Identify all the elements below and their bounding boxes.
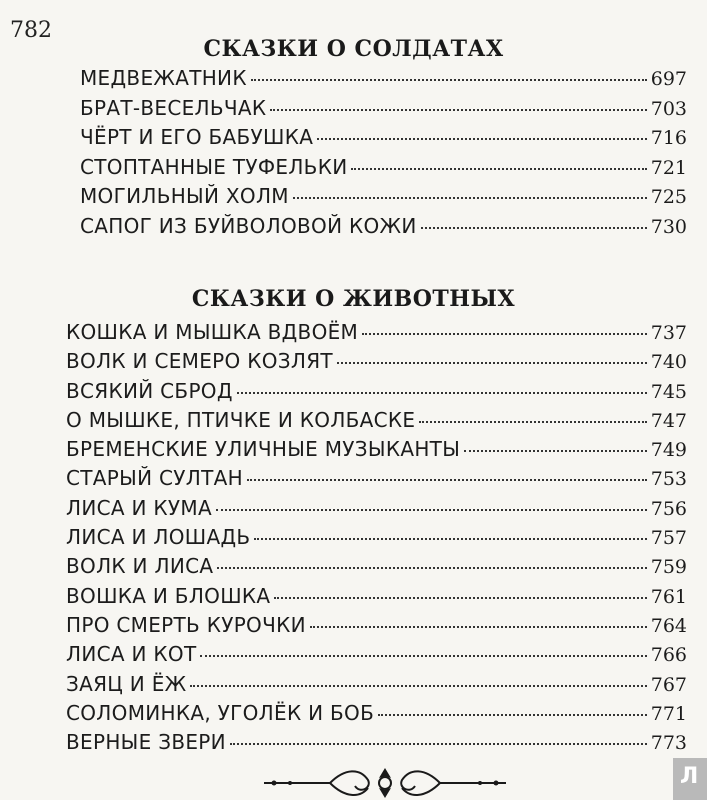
toc-entry-title: ВСЯКИЙ СБРОД	[66, 378, 233, 403]
toc-entry-title: ВОЛК И ЛИСА	[66, 554, 214, 579]
toc-entry	[66, 613, 687, 642]
toc-entry-page: 764	[650, 614, 687, 637]
toc-entry-title: СТОПТАННЫЕ ТУФЕЛЬКИ	[80, 154, 348, 179]
section-heading-soldiers: СКАЗКИ О СОЛДАТАХ	[203, 36, 504, 62]
toc-entry-page: 757	[650, 527, 687, 550]
section-heading-animals: СКАЗКИ О ЖИВОТНЫХ	[191, 286, 516, 312]
toc-entry-page: 767	[650, 673, 687, 696]
dot-leader	[217, 567, 646, 569]
toc-entry-title: ВОШКА И БЛОШКА	[66, 583, 271, 608]
toc-entry-page: 749	[650, 439, 687, 462]
toc-entry	[80, 66, 687, 96]
dot-leader	[216, 509, 647, 511]
toc-entry	[66, 349, 687, 378]
toc-entry-page: 753	[650, 468, 687, 491]
toc-entry	[66, 730, 687, 759]
toc-entry-page: 745	[650, 380, 687, 403]
dot-leader	[310, 626, 647, 628]
toc-entry	[80, 184, 687, 214]
toc-list-soldiers	[80, 66, 687, 243]
toc-entry	[66, 408, 687, 437]
dot-leader	[419, 421, 646, 423]
toc-entry-page: 721	[650, 156, 687, 179]
dot-leader	[362, 333, 647, 335]
toc-entry-title: ВЕРНЫЕ ЗВЕРИ	[66, 730, 226, 755]
toc-entry	[80, 96, 687, 126]
page-number: 782	[10, 18, 52, 43]
dot-leader	[200, 655, 646, 657]
toc-entry-page: 716	[650, 127, 687, 149]
toc-entry	[66, 320, 687, 349]
dot-leader	[378, 714, 647, 716]
toc-entry	[66, 584, 687, 613]
toc-entry-page: 730	[650, 215, 687, 238]
toc-entry	[80, 155, 687, 185]
dot-leader	[464, 450, 647, 452]
toc-entry-title: КОШКА И МЫШКА ВДВОЁМ	[66, 320, 359, 344]
toc-entry-title: О МЫШКЕ, ПТИЧКЕ И КОЛБАСКЕ	[66, 407, 416, 432]
toc-entry-page: 761	[650, 585, 687, 608]
toc-entry-page: 725	[650, 186, 687, 208]
toc-entry	[66, 701, 687, 730]
toc-entry	[66, 466, 687, 495]
toc-entry-title: ЛИСА И ЛОШАДЬ	[66, 525, 251, 550]
corner-tag	[673, 758, 707, 800]
toc-entry	[80, 125, 687, 155]
toc-entry-title: ЛИСА И КУМА	[66, 495, 212, 520]
toc-entry	[66, 525, 687, 554]
toc-entry-page: 703	[650, 97, 687, 120]
toc-entry-page: 773	[650, 732, 687, 755]
dot-leader	[337, 362, 647, 364]
toc-entry-page: 759	[650, 556, 687, 579]
toc-entry-title: ПРО СМЕРТЬ КУРОЧКИ	[66, 612, 306, 637]
toc-entry-title: БРАТ-ВЕСЕЛЬЧАК	[80, 95, 267, 120]
toc-entry-title: СТАРЫЙ СУЛТАН	[66, 466, 243, 491]
dot-leader	[190, 685, 646, 687]
dot-leader	[270, 109, 646, 111]
toc-entry-page: 697	[650, 68, 687, 90]
toc-entry-page: 747	[650, 409, 687, 432]
toc-entry	[66, 379, 687, 408]
toc-list-animals	[66, 320, 687, 759]
toc-entry	[66, 554, 687, 583]
toc-entry-title: МЕДВЕЖАТНИК	[80, 66, 247, 90]
toc-entry-title: САПОГ ИЗ БУЙВОЛОВОЙ КОЖИ	[80, 213, 417, 238]
toc-entry-page: 740	[650, 351, 687, 374]
toc-entry-title: ЛИСА И КОТ	[66, 642, 197, 667]
toc-entry	[66, 496, 687, 525]
toc-entry	[66, 437, 687, 466]
toc-entry-title: ЧЁРТ И ЕГО БАБУШКА	[80, 125, 314, 149]
corner-tag-mark: Л	[680, 764, 699, 789]
dot-leader	[293, 197, 647, 199]
dot-leader	[317, 138, 647, 140]
toc-entry-title: МОГИЛЬНЫЙ ХОЛМ	[80, 184, 289, 208]
dot-leader	[274, 597, 646, 599]
dot-leader	[247, 479, 647, 481]
toc-entry	[66, 642, 687, 671]
dot-leader	[351, 168, 646, 170]
floral-divider-icon	[260, 766, 510, 800]
toc-entry-page: 756	[650, 497, 687, 520]
toc-entry-title: БРЕМЕНСКИЕ УЛИЧНЫЕ МУЗЫКАНТЫ	[66, 437, 461, 462]
dot-leader	[230, 743, 647, 745]
dot-leader	[254, 538, 646, 540]
toc-entry-page: 737	[650, 322, 687, 344]
toc-entry	[80, 214, 687, 244]
toc-entry-title: СОЛОМИНКА, УГОЛЁК И БОБ	[66, 700, 375, 725]
toc-entry-page: 766	[650, 644, 687, 667]
dot-leader	[237, 392, 647, 394]
dot-leader	[421, 227, 647, 229]
toc-entry-title: ВОЛК И СЕМЕРО КОЗЛЯТ	[66, 349, 333, 374]
toc-entry	[66, 672, 687, 701]
toc-entry-title: ЗАЯЦ И ЁЖ	[66, 671, 187, 696]
dot-leader	[251, 79, 647, 81]
toc-entry-page: 771	[650, 702, 687, 725]
